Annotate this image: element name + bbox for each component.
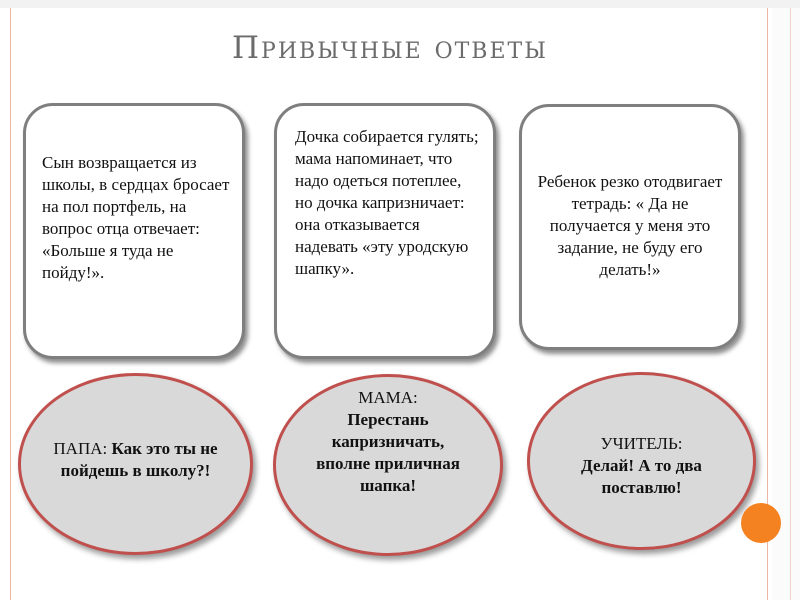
response-speaker-teacher: УЧИТЕЛЬ: xyxy=(600,434,683,453)
situation-card-child xyxy=(519,104,741,350)
top-frame-strip xyxy=(0,0,800,8)
response-speaker-papa: ПАПА: xyxy=(53,439,108,458)
response-speaker-mama: МАМА: xyxy=(358,388,418,407)
response-oval-mama xyxy=(273,374,503,556)
situation-text-daughter: Дочка собирается гулять; мама напоминает, что надо одеться потеплее, но дочка капризничает: она отказывается надевать «эту уродскую шапку». xyxy=(295,127,479,278)
response-text-mama: Перестань капризничать, вполне приличная шапка! xyxy=(316,410,460,495)
right-decor-line xyxy=(790,8,791,600)
slide-title: Привычные ответы xyxy=(232,30,548,66)
situation-card-daughter xyxy=(274,103,496,359)
orange-decor-circle xyxy=(741,503,781,543)
response-text-papa: Как это ты не пойдешь в школу?! xyxy=(60,439,218,480)
situation-text-child: Ребенок резко отодвигает тетрадь: « Да не получается у меня это задание, не буду его делать!» xyxy=(537,172,723,279)
response-oval-papa xyxy=(18,373,253,555)
response-oval-teacher xyxy=(527,372,756,550)
left-border-line xyxy=(10,8,11,600)
situation-card-son xyxy=(23,103,245,359)
situation-text-son: Сын возвращается из школы, в сердцах бросает на пол портфель, на вопрос отца отвечает: «Больше я туда не пойду!». xyxy=(42,153,230,282)
response-text-teacher: Делай! А то два поставлю! xyxy=(581,456,702,497)
